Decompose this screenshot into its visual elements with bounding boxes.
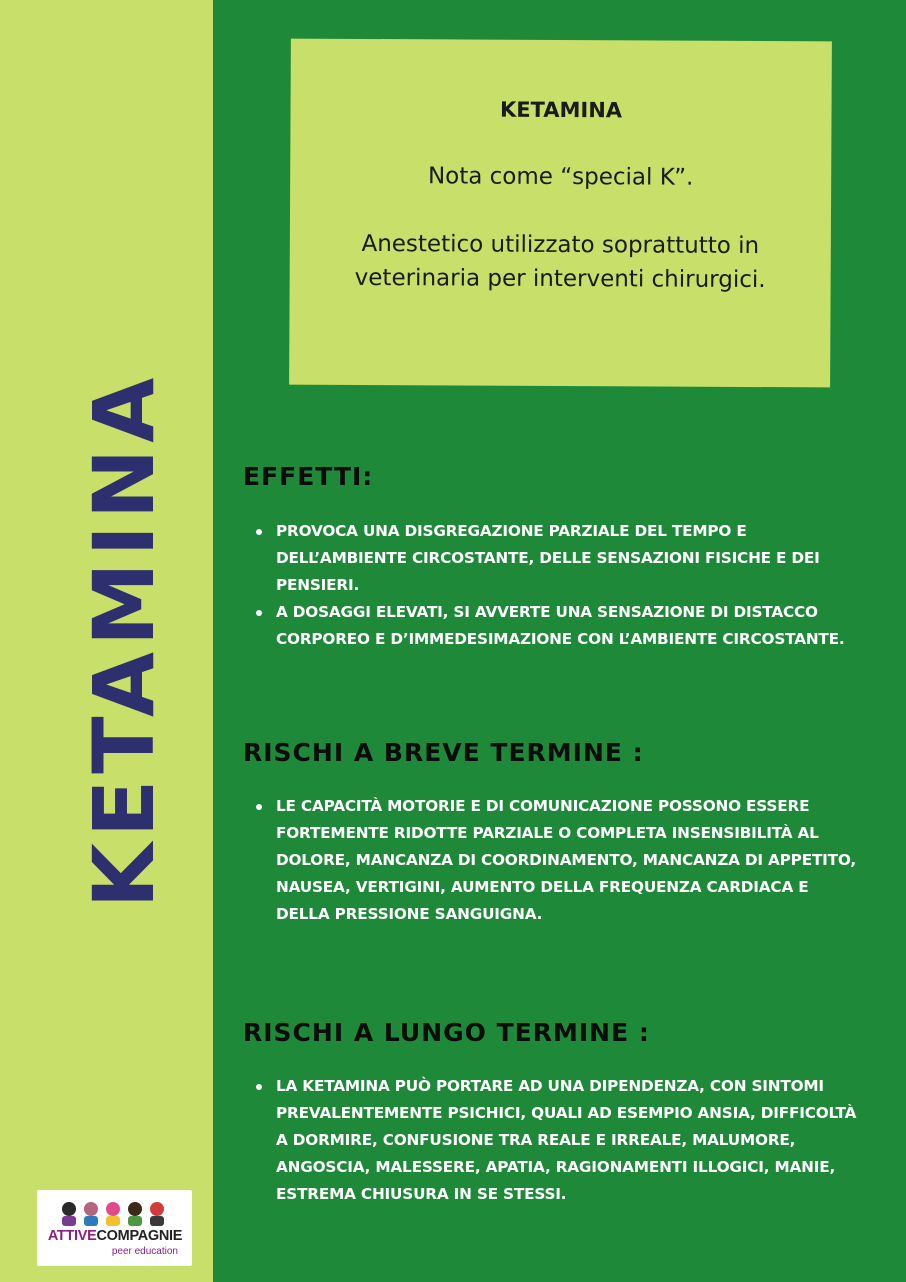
rischi-lungo-list (254, 1073, 866, 1208)
logo-text-compagnie: COMPAGNIE (96, 1228, 183, 1244)
effetti-list (254, 518, 866, 653)
section-title-rischi-breve: RISCHI A BREVE TERMINE : (243, 738, 644, 767)
attive-compagnie-logo (37, 1190, 192, 1266)
logo-text-attive: ATTIVE (47, 1228, 97, 1244)
note-description: Anestetico utilizzato soprattutto in veterinaria per interventi chirurgici. (354, 230, 766, 294)
intro-note-card (289, 39, 832, 388)
vertical-title: KETAMINA (75, 371, 173, 909)
section-title-effetti: EFFETTI: (243, 462, 374, 491)
sidebar (0, 0, 213, 1282)
list-item: LA KETAMINA PUÒ PORTARE AD UNA DIPENDENZA, CON SINTOMI PREVALENTEMENTE PSICHICI, QUALI AD ESEMPIO ANSIA, DIFFICOLTÀ A DORMIRE, CONFUSIONE TRA REALE E IRREALE, MALUMORE, ANGOSCIA, MALESSERE, APATIA, RAGIONAMENTI ILLOGICI, MANIE, ESTREMA CHIUSURA IN SE STESSI. (254, 1073, 866, 1208)
logo-wordmark (41, 1228, 189, 1244)
people-icon (59, 1200, 169, 1226)
section-title-rischi-lungo: RISCHI A LUNGO TERMINE : (243, 1018, 650, 1047)
note-title: KETAMINA (499, 97, 623, 123)
list-item: A DOSAGGI ELEVATI, SI AVVERTE UNA SENSAZIONE DI DISTACCO CORPOREO E D’IMMEDESIMAZIONE CON L’AMBIENTE CIRCOSTANTE. (254, 599, 866, 653)
rischi-breve-list (254, 793, 866, 928)
note-nickname: Nota come “special K”. (427, 163, 694, 191)
logo-subtitle: peer education (111, 1246, 178, 1257)
list-item: PROVOCA UNA DISGREGAZIONE PARZIALE DEL TEMPO E DELL’AMBIENTE CIRCOSTANTE, DELLE SENSAZIONI FISICHE E DEI PENSIERI. (254, 518, 866, 599)
list-item: LE CAPACITÀ MOTORIE E DI COMUNICAZIONE POSSONO ESSERE FORTEMENTE RIDOTTE PARZIALE O COMPLETA INSENSIBILITÀ AL DOLORE, MANCANZA DI COORDINAMENTO, MANCANZA DI APPETITO, NAUSEA, VERTIGINI, AUMENTO DELLA FREQUENZA CARDIACA E DELLA PRESSIONE SANGUIGNA. (254, 793, 866, 928)
